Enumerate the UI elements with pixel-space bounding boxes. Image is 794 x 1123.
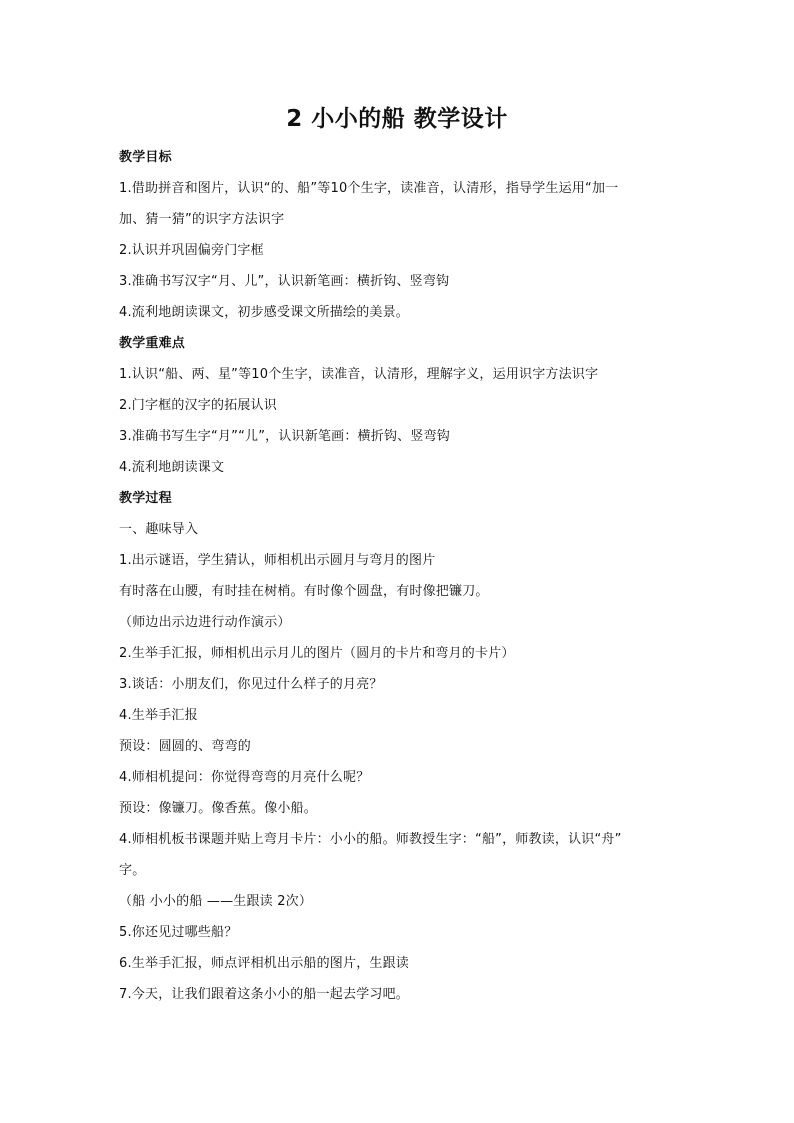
body-line: 3.谈话：小朋友们，你见过什么样子的月亮？: [119, 677, 383, 692]
body-line: （师边出示边进行动作演示）: [119, 615, 291, 630]
body-line: 2.门字框的汉字的拓展认识: [119, 398, 278, 413]
section-heading: 教学目标: [119, 150, 172, 165]
document-title: 2 小小的船 教学设计: [286, 106, 508, 132]
body-line: 1.出示谜语，学生猜认，师相机出示圆月与弯月的图片: [119, 553, 436, 568]
body-line: 1.认识“船、两、星”等10个生字，读准音，认清形，理解字义，运用识字方法识字: [119, 367, 599, 382]
body-line: 6.生举手汇报，师点评相机出示船的图片，生跟读: [119, 956, 410, 971]
body-line: 2.生举手汇报，师相机出示月儿的图片（圆月的卡片和弯月的卡片）: [119, 646, 515, 661]
body-line: 5.你还见过哪些船？: [119, 925, 238, 940]
body-line: 一、趣味导入: [119, 522, 199, 537]
body-line: 字。: [119, 863, 146, 878]
body-line: 3.准确书写汉字“月、儿”，认识新笔画：横折钩、竖弯钩: [119, 274, 450, 289]
body-line: 4.流利地朗读课文: [119, 460, 225, 475]
body-line: 加、猜一猜”的识字方法识字: [119, 212, 285, 227]
body-line: 4.流利地朗读课文，初步感受课文所描绘的美景。: [119, 305, 410, 320]
body-line: 2.认识并巩固偏旁门字框: [119, 243, 264, 258]
document-body: [119, 142, 679, 1010]
body-line: 预设：圆圆的、弯弯的: [119, 739, 252, 754]
body-line: 4.生举手汇报: [119, 708, 198, 723]
body-line: 3.准确书写生字“月”“儿”，认识新笔画：横折钩、竖弯钩: [119, 429, 450, 444]
body-line: 有时落在山腰，有时挂在树梢。有时像个圆盘，有时像把镰刀。: [119, 584, 489, 599]
body-line: 预设：像镰刀。像香蕉。像小船。: [119, 801, 318, 816]
body-line: 4.师相机板书课题并贴上弯月卡片：小小的船。师教授生字：“船”，师教读，认识“舟”: [119, 832, 622, 847]
body-line: 4.师相机提问：你觉得弯弯的月亮什么呢？: [119, 770, 370, 785]
section-heading: 教学过程: [119, 491, 172, 506]
body-line: （船 小小的船 ——生跟读 2次）: [119, 894, 313, 909]
body-line: 1.借助拼音和图片，认识“的、船”等10个生字，读准音，认清形，指导学生运用“加一: [119, 181, 619, 196]
section-heading: 教学重难点: [119, 336, 186, 351]
body-line: 7.今天，让我们跟着这条小小的船一起去学习吧。: [119, 987, 410, 1002]
